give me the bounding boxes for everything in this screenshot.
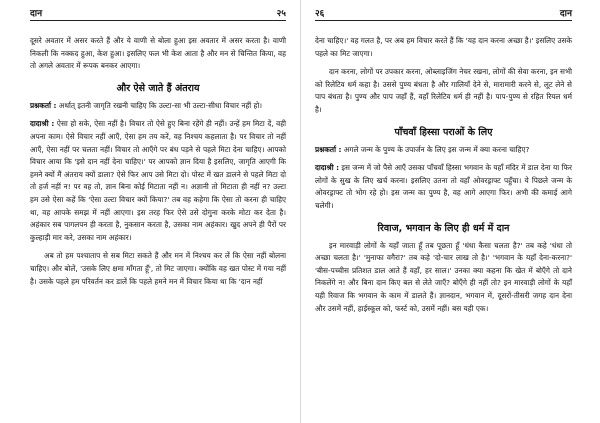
left-page-header bbox=[30, 6, 286, 21]
right-answer-paragraph bbox=[315, 162, 572, 212]
question-text: अगले जन्म के पुण्य के उपार्जन के लिए इस जन्म में क्या करना चाहिए? bbox=[343, 144, 530, 154]
dadashri-label: दादाश्री : bbox=[30, 119, 55, 129]
questioner-label: प्रश्नकर्ता : bbox=[315, 144, 342, 154]
right-tail-paragraph: इन मारवाड़ी लोगों के यहाँ जाता हूँ तब पूछता हूँ 'धंधा कैसा चलता है?' तब कहे 'धंधा तो अच्छा चलता है।' 'मुनाफा वगैरा?' तब कहे 'दो-चार लाख तो है।' 'भगवान के यहाँ देना-करना?' 'बीस-पच्चीस प्रतिशत डाल आते हैं वहाँ, हर साल।' उनका क्या कहना कि खेत में बोएँगे तो दाने निकलेंगे न! और बिना दान किए बल से लेते जाएँ? बोएँगे ही नहीं तो? इन मारवाड़ी लोगों के यहाँ यही रिवाज कि भगवान के काम में डालते हैं। ज्ञानदान, भगवान में, दूसरों-तीसरी जगह दान देना और उसमें नहीं, हाईस्कूल को, फर्स्ट को, उसमें नहीं। बस यही एक। bbox=[315, 240, 572, 313]
right-paragraph-2: दान करना, लोगों पर उपकार करना, ओब्लाइजिंग नेचर रखना, लोगों की सेवा करना, इन सभी को रिलेटिव धर्म कहा है। उससे पुण्य बंधता है और गालियाँ देने से, मारामारी करने से, लूट लेने से पाप बंधता है। पुण्य और पाप जहाँ हैं, वहाँ रिलेटिव धर्म ही नहीं है। पाप-पुण्य से रहित रियल धर्म है। bbox=[315, 67, 572, 114]
right-page-number: २६ bbox=[315, 8, 325, 19]
right-section-heading-2: रिवाज, भगवान के लिए ही धर्म में दान bbox=[377, 222, 510, 234]
left-tail-paragraph: अब तो हम पश्चाताप से सब मिटा सकते हैं और मन में निश्चय कर लें कि ऐसा नहीं बोलना चाहिए। और बोलें, 'उसके लिए क्षमा माँगता हूँ', तो मिट जाएगा। क्योंकि वह खत पोस्ट में गया नहीं है। उसके पहले हम परिवर्तन कर डालें कि पहले हमने मन में विचार किया था कि 'दान नहीं bbox=[30, 251, 286, 286]
right-section-heading-1: पाँचवाँ हिस्सा पराओं के लिए bbox=[394, 126, 493, 138]
right-intro-paragraph: देना चाहिए।' वह गलत है, पर अब हम विचार करते हैं कि 'यह दान करना अच्छा है।' इसलिए उसके पहले का मिट जाएगा। bbox=[315, 36, 572, 58]
left-intro-paragraph: दूसरे अवतार में असर करते हैं और ये वाणी से बोला हुआ इस अवतार में असर करता है। वाणी निकली कि नक्कद हुआ, केश हुआ। इसलिए फल भी केश आता है और मन से चिन्तित किया, वह तो अगले अवतार में रूपक बनकर आएगा। bbox=[30, 36, 286, 71]
left-answer-paragraph bbox=[30, 118, 286, 244]
left-section-heading: और ऐसे जाते हैं अंतराय bbox=[116, 82, 200, 94]
right-question-paragraph bbox=[315, 144, 572, 157]
left-question-paragraph bbox=[30, 100, 286, 113]
answer-text: ऐसा हो सके, ऐसा नहीं है। विचार तो ऐसे हुए बिना रहेंगे ही नहीं। उन्हें हम मिटा दें, वही अपना काम। ऐसे विचार नहीं आएँ, ऐसा हम तय करें, वह निश्चय कहलाता है। पर विचार तो नहीं आएँ, ऐसा नहीं पर चलता नहीं। विचार तो आएँगे पर बंध पड़ने से पहले मिटा देना चाहिए। आपको विचार आया कि 'इसे दान नहीं देना चाहिए।' पर आपको ज्ञान दिया है इसलिए, जागृति आएगी कि हमने क्यों मैं अंतराय क्यों डाला? ऐसे फिर आप उसे मिटा दो। पोस्ट में खत डालने से पहले मिटा दो तो हर्ज नहीं न! पर वह तो, ज्ञान बिना कोई मिटाता नहीं न। अज्ञानी तो मिटाता ही नहीं न? उल्टा हम उसे ऐसा कहें कि 'ऐसा उल्टा विचार क्यों किया?' तब वह कहेगा कि ऐसा तो करना ही चाहिए था, वह आपके समझ में नहीं आएगा। इस तरह फिर ऐसे उसे दोगुना करके मोटा कर देता है। अहंकार सब पागलपन ही करता है, नुकसान करता है, उसका नाम अहंकार। खुद अपने ही पैरों पर कुल्हाड़ी मार करे, उसका नाम अहंकार। bbox=[30, 119, 287, 242]
dadashri-label: दादाश्री : bbox=[315, 163, 340, 173]
right-page-header bbox=[315, 6, 572, 21]
answer-text: इस जन्म में जो पैसे आएँ उसका पाँचवाँ हिस्सा भगवान के यहाँ मंदिर में डाल देना या फिर लोगों के सुख के लिए खर्च करना। इसलिए उतना तो वहाँ ओवरड्राफ्ट पहुँचा। ये पिछले जन्म के ओवरड्राफ्ट तो भोग रहे हो। इस जन्म का पुण्य है, वह आगे आएगा फिर। अभी की कमाई आगे चलेगी। bbox=[315, 163, 572, 210]
questioner-label: प्रश्नकर्ता : bbox=[30, 100, 57, 110]
left-header-title: दान bbox=[30, 8, 43, 19]
left-page-number: २५ bbox=[276, 8, 286, 19]
question-text: अर्थात् इतनी जागृति रखनी चाहिए कि उल्टा-सा भी उल्टा-सीधा विचार नहीं हो। bbox=[58, 100, 263, 110]
right-header-title: दान bbox=[559, 8, 572, 19]
right-page bbox=[300, 0, 600, 423]
